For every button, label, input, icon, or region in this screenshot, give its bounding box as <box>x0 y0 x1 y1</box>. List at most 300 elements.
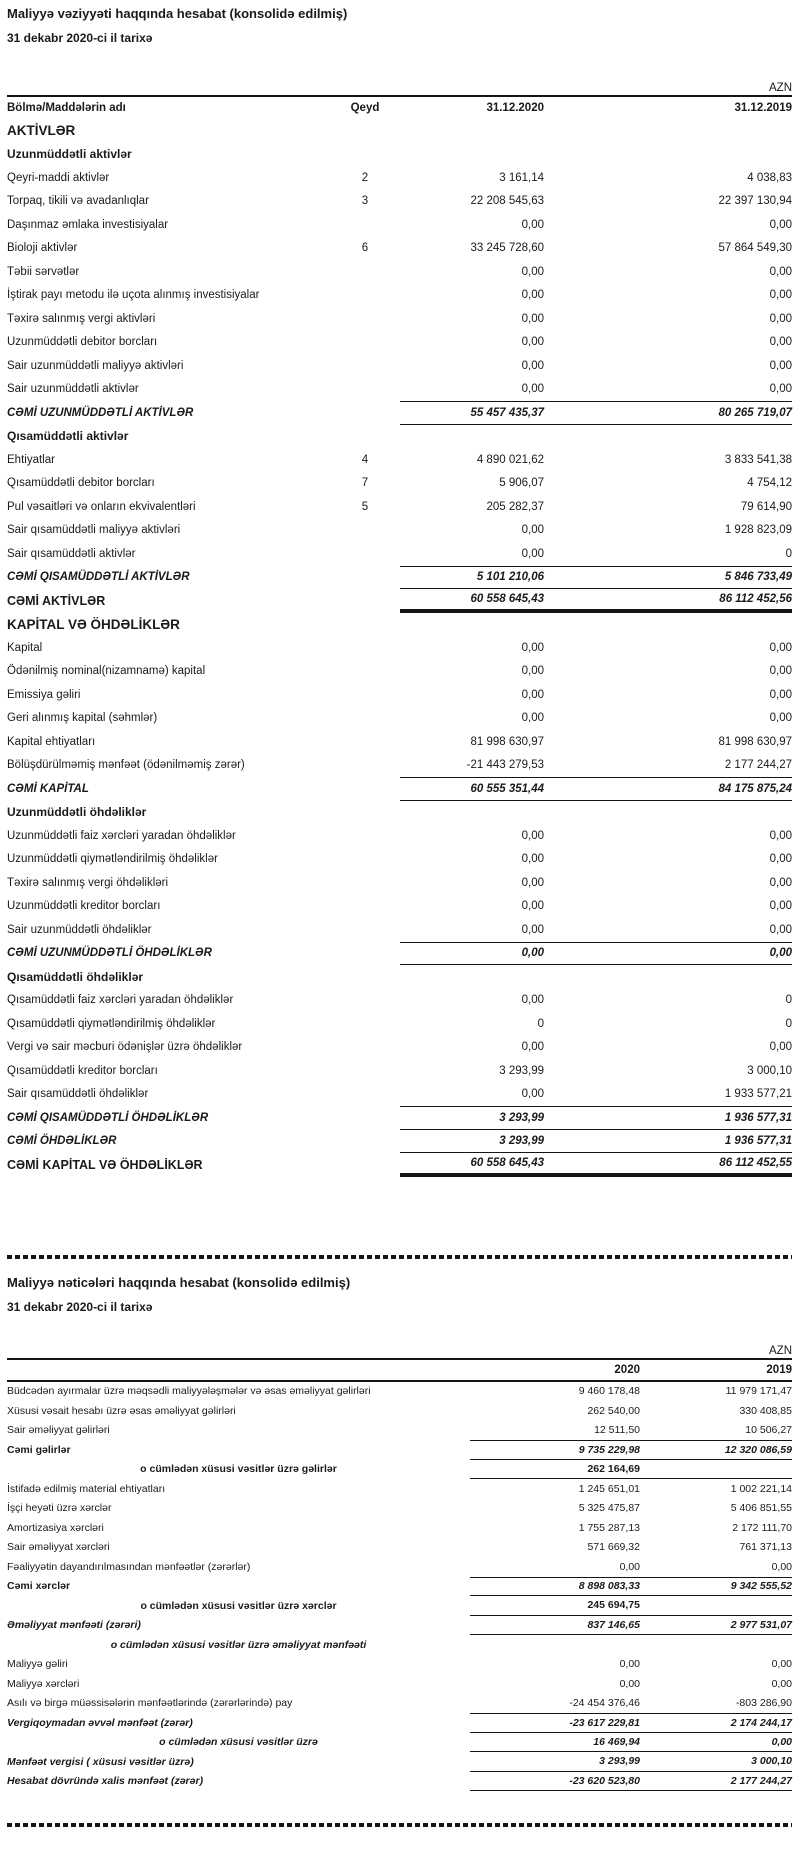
value-2020: 0,00 <box>521 218 544 231</box>
row-note: 2 <box>361 171 369 184</box>
value-2019: 0,00 <box>771 1677 792 1690</box>
row-label: Büdcədən ayırmalar üzrə məqsədli maliyyələşmələr və əsas əməliyyat gəlirləri <box>7 1385 371 1398</box>
row-amounts <box>400 707 792 731</box>
table-row <box>7 660 792 684</box>
value-2020: -23 617 229,81 <box>569 1716 640 1729</box>
row-amounts <box>470 1713 792 1733</box>
row-note <box>330 589 400 613</box>
value-2020: 0,00 <box>619 1677 640 1690</box>
row-label: CƏMİ KAPİTAL <box>7 782 89 795</box>
value-2019: 0,00 <box>769 665 792 678</box>
row-label: Əməliyyat mənfəəti (zərəri) <box>7 1619 141 1632</box>
row-amounts <box>400 965 792 989</box>
row-amounts <box>400 1153 792 1177</box>
value-2019 <box>640 1635 792 1655</box>
row-amounts <box>470 1733 792 1753</box>
row-amounts <box>470 1460 792 1480</box>
row-note <box>330 848 400 872</box>
value-2019: 1 928 823,09 <box>724 524 792 537</box>
row-amounts <box>400 942 792 966</box>
value-2019: 0,00 <box>769 947 792 960</box>
row-note <box>330 965 400 989</box>
value-2020: 0,00 <box>521 265 544 278</box>
row-amounts <box>400 613 792 637</box>
value-2020: 3 293,99 <box>599 1755 640 1768</box>
value-2019: 0,00 <box>771 1560 792 1573</box>
column-header-note: Qeyd <box>350 102 380 114</box>
row-label: İştirak payı metodu ilə uçota alınmış investisiyalar <box>7 289 260 302</box>
row-label: Uzunmüddətli kreditor borcları <box>7 900 161 913</box>
row-label: AKTİVLƏR <box>7 123 76 139</box>
row-amounts <box>400 448 792 472</box>
row-label: Qısamüddətli öhdəliklər <box>7 969 144 984</box>
value-2019: 330 408,85 <box>739 1404 792 1417</box>
value-2020: 837 146,65 <box>587 1618 640 1631</box>
value-2019: 0,00 <box>769 923 792 936</box>
row-label: Təxirə salınmış vergi öhdəlikləri <box>7 876 169 889</box>
currency-label: AZN <box>7 1345 792 1360</box>
value-2020: 55 457 435,37 <box>470 406 544 419</box>
row-note <box>330 1059 400 1083</box>
row-amounts <box>400 378 792 402</box>
row-note <box>330 542 400 566</box>
row-label: Sair qısamüddətli maliyyə aktivləri <box>7 524 181 537</box>
row-label: Təbii sərvətlər <box>7 265 80 278</box>
table-row <box>7 1382 792 1402</box>
value-2019: 0,00 <box>769 876 792 889</box>
value-2019: 4 038,83 <box>747 171 792 184</box>
table-row <box>7 143 792 167</box>
table-row <box>7 871 792 895</box>
row-note <box>330 989 400 1013</box>
value-2019: 2 172 111,70 <box>732 1521 792 1534</box>
row-amounts <box>470 1596 792 1616</box>
table-row <box>7 1106 792 1130</box>
row-amounts <box>400 425 792 449</box>
row-note <box>330 824 400 848</box>
value-2020: 0,00 <box>521 289 544 302</box>
row-amounts <box>470 1538 792 1558</box>
row-label: Qısamüddətli qiymətləndirilmiş öhdəliklər <box>7 1017 216 1030</box>
row-label: CƏMİ AKTİVLƏR <box>7 593 106 608</box>
table-row <box>7 378 792 402</box>
row-label: İstifadə edilmiş material ehtiyatları <box>7 1482 166 1495</box>
row-amounts <box>470 1499 792 1519</box>
row-label: Sair qısamüddətli aktivlər <box>7 547 136 560</box>
value-2019: 86 112 452,55 <box>719 1156 792 1169</box>
row-label: Vergi və sair məcburi ödənişlər üzrə öhdəliklər <box>7 1041 243 1054</box>
row-amounts <box>400 1012 792 1036</box>
value-2020 <box>400 801 544 825</box>
row-amounts <box>400 1130 792 1154</box>
value-2020: 3 293,99 <box>499 1111 544 1124</box>
value-2019: 1 002 221,14 <box>730 1482 792 1495</box>
table-row <box>7 1479 792 1499</box>
table-row <box>7 307 792 331</box>
row-amounts <box>400 354 792 378</box>
balance-sheet-title: Maliyyə vəziyyəti haqqında hesabat (konsolidə edilmiş) <box>7 6 348 21</box>
table-row <box>7 801 792 825</box>
column-header-spacer <box>7 1360 470 1380</box>
table-row <box>7 848 792 872</box>
row-label: Qısamüddətli aktivlər <box>7 429 129 444</box>
row-amounts <box>400 495 792 519</box>
row-note <box>330 636 400 660</box>
table-row <box>7 237 792 261</box>
value-2019: 11 979 171,47 <box>725 1385 792 1398</box>
table-row <box>7 1518 792 1538</box>
row-label: Bölüşdürülməmiş mənfəət (ödənilməmiş zərər) <box>7 759 245 772</box>
value-2019: 761 371,13 <box>739 1541 792 1554</box>
table-row <box>7 942 792 966</box>
value-2019: 1 936 577,31 <box>724 1134 792 1147</box>
value-2019: 79 614,90 <box>740 500 792 513</box>
column-header-amounts <box>470 1360 792 1380</box>
row-label: CƏMİ QISAMÜDDƏTLİ AKTİVLƏR <box>7 571 190 584</box>
row-amounts <box>400 824 792 848</box>
table-row <box>7 1440 792 1460</box>
value-2020: 0,00 <box>521 312 544 325</box>
table-row <box>7 1557 792 1577</box>
row-label: Pul vəsaitləri və onların ekvivalentləri <box>7 500 196 513</box>
row-amounts <box>400 307 792 331</box>
row-amounts <box>470 1518 792 1538</box>
column-header-2020: 31.12.2020 <box>486 102 544 114</box>
value-2019: 2 177 244,27 <box>730 1774 792 1787</box>
value-2020: 262 164,69 <box>587 1462 640 1475</box>
value-2020 <box>400 143 544 167</box>
value-2019: 0,00 <box>769 218 792 231</box>
table-row <box>7 1059 792 1083</box>
row-note <box>330 777 400 801</box>
value-2019: 3 833 541,38 <box>724 453 792 466</box>
table-row <box>7 542 792 566</box>
row-note <box>330 378 400 402</box>
value-2020: 3 293,99 <box>499 1064 544 1077</box>
row-amounts <box>400 213 792 237</box>
table-row <box>7 1036 792 1060</box>
row-label: Sair uzunmüddətli maliyyə aktivləri <box>7 359 184 372</box>
value-2020: 0,00 <box>619 1560 640 1573</box>
table-row <box>7 613 792 637</box>
table-row <box>7 1538 792 1558</box>
value-2020: 9 735 229,98 <box>578 1443 640 1456</box>
value-2019: 0 <box>785 994 792 1007</box>
value-2020 <box>400 119 544 143</box>
value-2019: 1 933 577,21 <box>724 1088 792 1101</box>
row-amounts <box>400 331 792 355</box>
value-2019: 0,00 <box>769 853 792 866</box>
row-label: Qısamüddətli kreditor borcları <box>7 1064 158 1077</box>
value-2019: 3 000,10 <box>747 1064 792 1077</box>
value-2019: 0,00 <box>771 1658 792 1671</box>
table-row <box>7 425 792 449</box>
row-note <box>330 284 400 308</box>
value-2019: 0,00 <box>769 900 792 913</box>
table-row <box>7 1713 792 1733</box>
table-row <box>7 1733 792 1753</box>
row-label: Uzunmüddətli qiymətləndirilmiş öhdəliklər <box>7 853 218 866</box>
row-amounts <box>400 660 792 684</box>
row-note <box>330 895 400 919</box>
value-2020: 245 694,75 <box>587 1599 640 1612</box>
value-2019: 0,00 <box>769 289 792 302</box>
row-label: Uzunmüddətli aktivlər <box>7 147 132 162</box>
row-label: Xüsusi vəsait hesabı üzrə əsas əməliyyat gəlirləri <box>7 1404 236 1417</box>
value-2020: 4 890 021,62 <box>476 453 544 466</box>
row-amounts <box>400 777 792 801</box>
value-2020: -23 620 523,80 <box>569 1774 640 1787</box>
row-label: Hesabat dövründə xalis mənfəət (zərər) <box>7 1775 204 1788</box>
row-note <box>330 1012 400 1036</box>
row-amounts <box>400 636 792 660</box>
row-label: Ödənilmiş nominal(nizamnamə) kapital <box>7 665 206 678</box>
row-note <box>330 119 400 143</box>
row-amounts <box>400 166 792 190</box>
value-2019 <box>544 119 792 143</box>
table-row <box>7 1153 792 1177</box>
value-2020: 0,00 <box>521 994 544 1007</box>
row-amounts <box>470 1421 792 1441</box>
value-2019: 0,00 <box>769 641 792 654</box>
row-amounts <box>400 566 792 590</box>
value-2019 <box>544 613 792 637</box>
currency-label: AZN <box>7 82 792 97</box>
table-row <box>7 472 792 496</box>
page-end-divider <box>7 1823 792 1827</box>
value-2020: 571 669,32 <box>587 1541 640 1554</box>
table-row <box>7 965 792 989</box>
row-amounts <box>400 848 792 872</box>
row-note <box>330 613 400 637</box>
value-2019: 22 397 130,94 <box>718 195 792 208</box>
value-2019 <box>544 425 792 449</box>
table-row <box>7 213 792 237</box>
value-2020: -21 443 279,53 <box>466 759 544 772</box>
row-note: 7 <box>361 477 369 490</box>
value-2020: 33 245 728,60 <box>470 242 544 255</box>
balance-sheet-header-row <box>7 97 792 119</box>
row-note <box>330 519 400 543</box>
column-header-name: Bölmə/Maddələrin adı <box>7 102 126 114</box>
balance-sheet-table <box>7 119 792 1177</box>
row-label: Fəaliyyətin dayandırılmasından mənfəətlər (zərərlər) <box>7 1560 251 1573</box>
value-2019: 4 754,12 <box>747 477 792 490</box>
table-row <box>7 519 792 543</box>
row-label: Təxirə salınmış vergi aktivləri <box>7 312 156 325</box>
value-2020: 81 998 630,97 <box>470 735 544 748</box>
table-row <box>7 895 792 919</box>
row-label: Torpaq, tikili və avadanlıqlar <box>7 195 149 208</box>
table-row <box>7 1772 792 1792</box>
row-label: Mənfəət vergisi ( xüsusi vəsitlər üzrə) <box>7 1755 194 1768</box>
income-statement-date: 31 dekabr 2020-ci il tarixə <box>7 1299 153 1314</box>
row-amounts <box>470 1655 792 1675</box>
income-statement-section <box>7 1275 792 1792</box>
row-amounts <box>470 1577 792 1597</box>
row-label: o cümlədən xüsusi vəsitlər üzrə gəlirlər <box>140 1463 337 1476</box>
table-row <box>7 707 792 731</box>
row-note <box>330 143 400 167</box>
row-amounts <box>400 143 792 167</box>
row-amounts <box>470 1694 792 1714</box>
table-row <box>7 119 792 143</box>
row-label: Maliyyə xərcləri <box>7 1677 80 1690</box>
table-row <box>7 1499 792 1519</box>
value-2020: 60 558 645,43 <box>470 1156 544 1169</box>
value-2020: 0 <box>537 1017 544 1030</box>
row-amounts <box>400 895 792 919</box>
value-2020: 262 540,00 <box>587 1404 640 1417</box>
value-2020: 5 325 475,87 <box>578 1502 640 1515</box>
value-2020: -24 454 376,46 <box>569 1697 640 1710</box>
value-2019: 5 406 851,55 <box>730 1502 792 1515</box>
row-label: Amortizasiya xərcləri <box>7 1521 104 1534</box>
row-amounts <box>470 1635 792 1655</box>
value-2020: 0,00 <box>521 876 544 889</box>
value-2019: 0,00 <box>769 688 792 701</box>
row-note <box>330 918 400 942</box>
row-amounts <box>400 472 792 496</box>
row-note: 3 <box>361 195 369 208</box>
value-2020: 0,00 <box>521 712 544 725</box>
row-label: o cümlədən xüsusi vəsitlər üzrə <box>159 1736 318 1749</box>
table-row <box>7 1655 792 1675</box>
row-note <box>330 260 400 284</box>
table-row <box>7 777 792 801</box>
table-row <box>7 1596 792 1616</box>
row-amounts <box>400 989 792 1013</box>
value-2019: 2 174 244,17 <box>730 1716 792 1729</box>
row-note <box>330 331 400 355</box>
row-amounts <box>470 1401 792 1421</box>
row-label: o cümlədən xüsusi vəsitlər üzrə xərclər <box>140 1599 337 1612</box>
value-2019: 0 <box>785 1017 792 1030</box>
row-label: Sair qısamüddətli öhdəliklər <box>7 1088 149 1101</box>
row-amounts <box>400 1106 792 1130</box>
table-row <box>7 190 792 214</box>
row-label: Qısamüddətli faiz xərcləri yaradan öhdəliklər <box>7 994 234 1007</box>
row-label: Sair uzunmüddətli öhdəliklər <box>7 923 152 936</box>
value-2019 <box>640 1460 792 1479</box>
value-2020: 0,00 <box>521 641 544 654</box>
value-2020: 3 161,14 <box>499 171 544 184</box>
row-amounts <box>470 1382 792 1402</box>
value-2020: 0,00 <box>521 900 544 913</box>
row-label: Uzunmüddətli faiz xərcləri yaradan öhdəliklər <box>7 829 236 842</box>
table-row <box>7 1674 792 1694</box>
income-statement-table <box>7 1382 792 1792</box>
value-2020 <box>400 965 544 989</box>
row-amounts <box>470 1479 792 1499</box>
balance-sheet-section <box>7 6 792 1177</box>
value-2019: 0,00 <box>769 383 792 396</box>
row-note <box>330 707 400 731</box>
value-2020: 12 511,50 <box>594 1424 640 1437</box>
row-label: Sair uzunmüddətli aktivlər <box>7 383 139 396</box>
row-label: Bioloji aktivlər <box>7 242 78 255</box>
table-row <box>7 1577 792 1597</box>
table-row <box>7 1616 792 1636</box>
row-label: Maliyyə gəliri <box>7 1658 68 1671</box>
row-label: CƏMİ QISAMÜDDƏTLİ ÖHDƏLİKLƏR <box>7 1111 209 1124</box>
table-row <box>7 354 792 378</box>
row-amounts <box>400 519 792 543</box>
row-label: Vergiqoymadan əvvəl mənfəət (zərər) <box>7 1716 193 1729</box>
row-amounts <box>400 918 792 942</box>
row-amounts <box>400 542 792 566</box>
table-row <box>7 260 792 284</box>
row-label: Sair əməliyyat xərcləri <box>7 1541 110 1554</box>
row-note <box>330 754 400 778</box>
row-label: Cəmi gəlirlər <box>7 1443 71 1456</box>
value-2020: 0,00 <box>521 923 544 936</box>
value-2019: 0,00 <box>769 829 792 842</box>
row-amounts <box>400 683 792 707</box>
row-amounts <box>400 754 792 778</box>
table-row <box>7 1635 792 1655</box>
value-2019: 0,00 <box>771 1735 792 1748</box>
row-note <box>330 566 400 590</box>
row-label: Uzunmüddətli debitor borcları <box>7 336 158 349</box>
table-row <box>7 448 792 472</box>
value-2020: 0,00 <box>521 383 544 396</box>
table-row <box>7 495 792 519</box>
value-2019: 80 265 719,07 <box>718 406 792 419</box>
table-row <box>7 284 792 308</box>
value-2019: -803 286,90 <box>735 1697 792 1710</box>
row-label: Asılı və birgə müəssisələrin mənfəətlərində (zərərlərində) pay <box>7 1697 293 1710</box>
table-row <box>7 166 792 190</box>
row-amounts <box>470 1674 792 1694</box>
row-amounts <box>470 1440 792 1460</box>
value-2020: 0,00 <box>521 665 544 678</box>
row-note <box>330 801 400 825</box>
table-row <box>7 730 792 754</box>
row-note <box>330 871 400 895</box>
table-row <box>7 989 792 1013</box>
table-row <box>7 1694 792 1714</box>
row-amounts <box>400 730 792 754</box>
row-amounts <box>400 260 792 284</box>
row-label: Geri alınmış kapital (səhmlər) <box>7 712 158 725</box>
value-2020: 16 469,94 <box>593 1735 640 1748</box>
table-row <box>7 754 792 778</box>
value-2019: 57 864 549,30 <box>718 242 792 255</box>
value-2020: 5 906,07 <box>499 477 544 490</box>
row-note: 5 <box>361 500 369 513</box>
row-note <box>330 1106 400 1130</box>
value-2019: 0,00 <box>769 312 792 325</box>
value-2019 <box>640 1596 792 1615</box>
balance-sheet-date: 31 dekabr 2020-ci il tarixə <box>7 31 153 45</box>
table-row <box>7 683 792 707</box>
table-row <box>7 1460 792 1480</box>
value-2019: 0,00 <box>769 336 792 349</box>
row-amounts <box>400 237 792 261</box>
column-header-2019: 2019 <box>766 1363 792 1376</box>
row-amounts <box>400 589 792 613</box>
value-2020: 0,00 <box>521 524 544 537</box>
row-amounts <box>400 401 792 425</box>
value-2019: 0,00 <box>769 265 792 278</box>
row-label: Qeyri-maddi aktivlər <box>7 171 110 184</box>
value-2019: 86 112 452,56 <box>719 592 792 605</box>
value-2020 <box>470 1635 640 1655</box>
row-note <box>330 425 400 449</box>
value-2020: 5 101 210,06 <box>476 571 544 584</box>
row-label: Kapital ehtiyatları <box>7 735 96 748</box>
